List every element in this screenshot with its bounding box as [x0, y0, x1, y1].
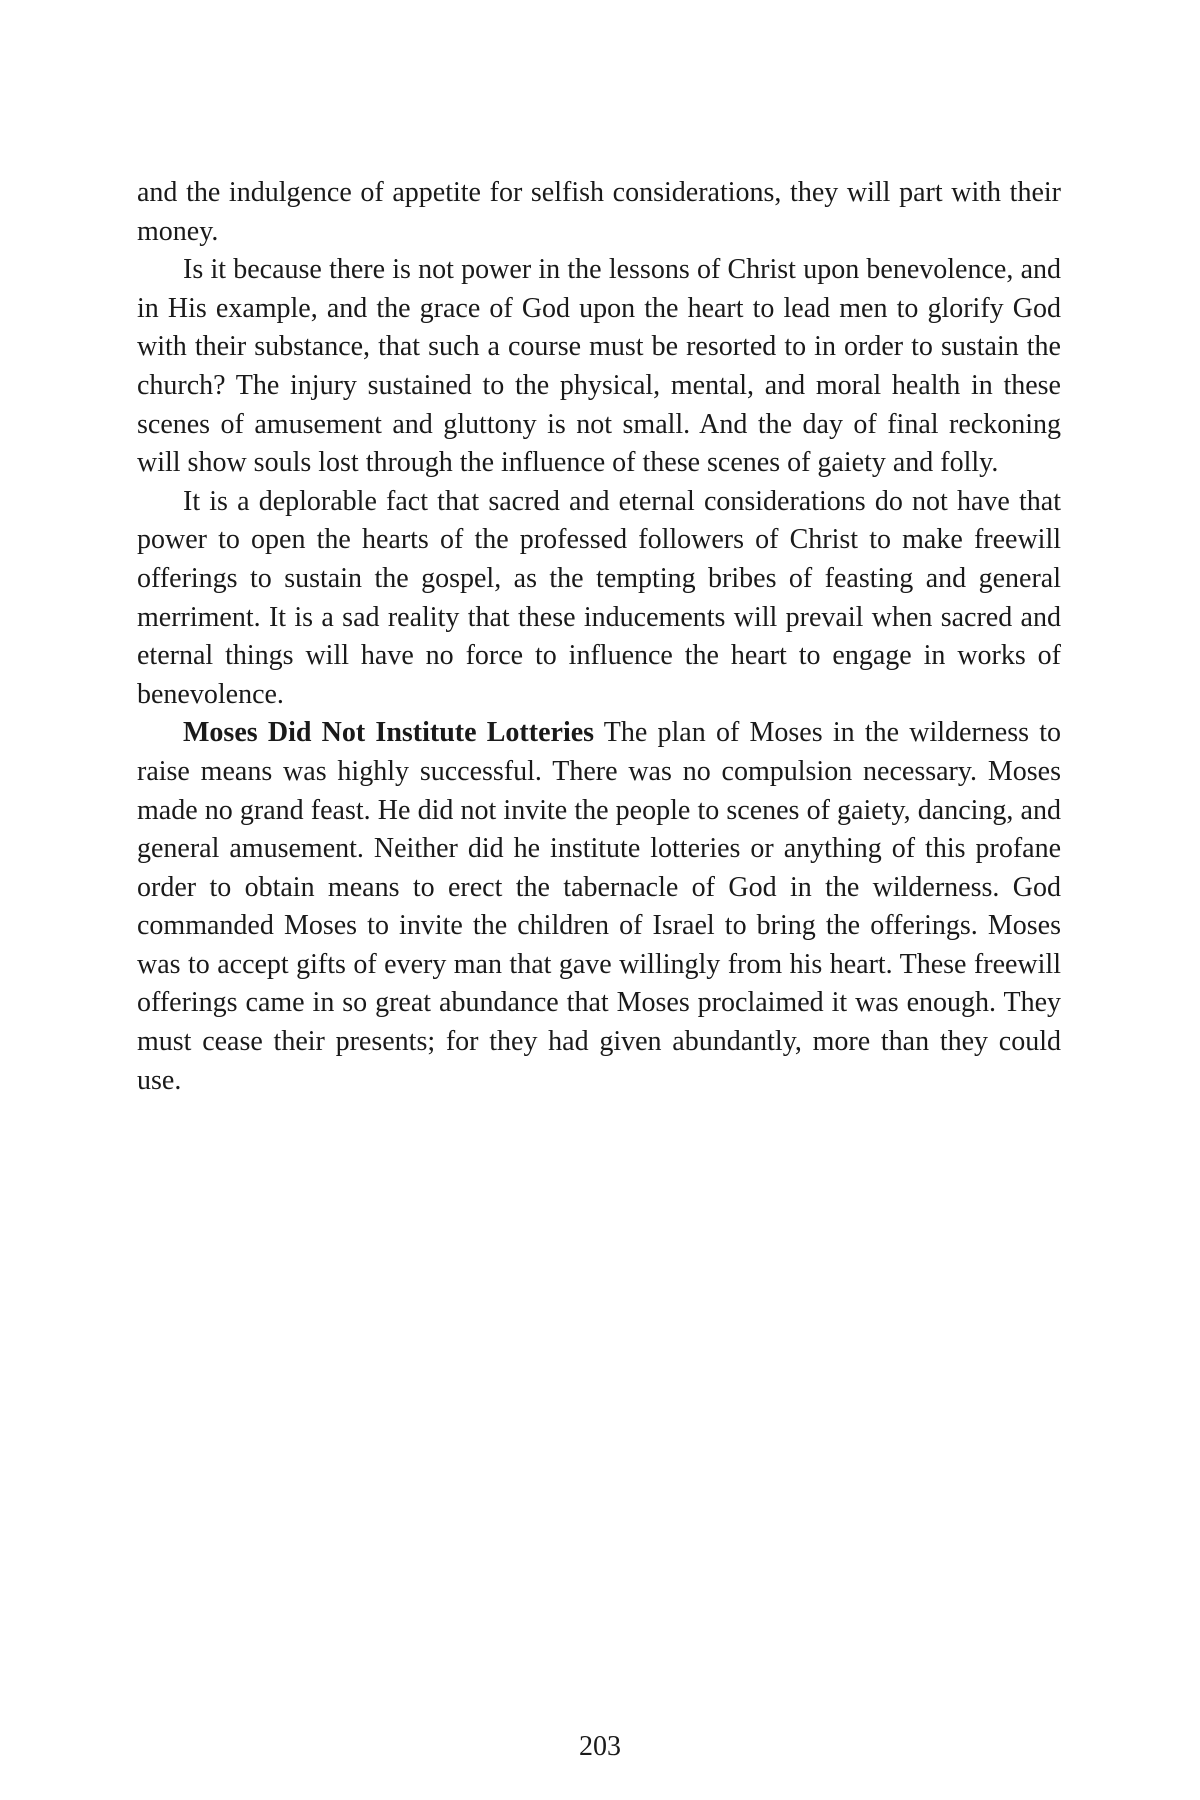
paragraph-deplorable-fact [137, 483, 1061, 715]
section-heading: Moses Did Not Institute Lotteries [183, 717, 595, 749]
body-text [137, 174, 1061, 1100]
paragraph-moses-lotteries [137, 714, 1061, 1100]
page-number: 203 [579, 1731, 621, 1762]
paragraph-text: The plan of Moses in the wilderness to raise means was highly successful. There was no compulsion necessary. Moses made no grand feast. He did not invite the people to scenes of gaiety, dancing, and general amusement. Neither did he institute lotteries or anything of this profane order to obtain means to erect the tabernacle of God in the wilderness. God commanded Moses to invite the children of Israel to bring the offerings. Moses was to accept gifts of every man that gave willingly from his heart. These freewill offerings came in so great abundance that Moses proclaimed it was enough. They must cease their presents; for they had given abundantly, more than they could use. [137, 717, 1061, 1096]
paragraph-text: Is it because there is not power in the lessons of Christ upon benevolence, and in His example, and the grace of God upon the heart to lead men to glorify God with their substance, that such a course must be resorted to in order to sustain the church? The injury sustained to the physical, mental, and moral health in these scenes of amusement and gluttony is not small. And the day of final reckoning will show souls lost through the influence of these scenes of gaiety and folly. [137, 254, 1061, 479]
paragraph-text: It is a deplorable fact that sacred and eternal considerations do not have that power to open the hearts of the professed followers of Christ to make freewill offerings to sustain the gospel, as the tempting bribes of feasting and general merriment. It is a sad reality that these inducements will prevail when sacred and eternal things will have no force to influence the heart to engage in works of benevolence. [137, 485, 1061, 710]
paragraph-text: and the indulgence of appetite for selfish considerations, they will part with their money. [137, 177, 1061, 247]
paragraph-benevolence-question [137, 251, 1061, 483]
paragraph-continuation [137, 174, 1061, 251]
